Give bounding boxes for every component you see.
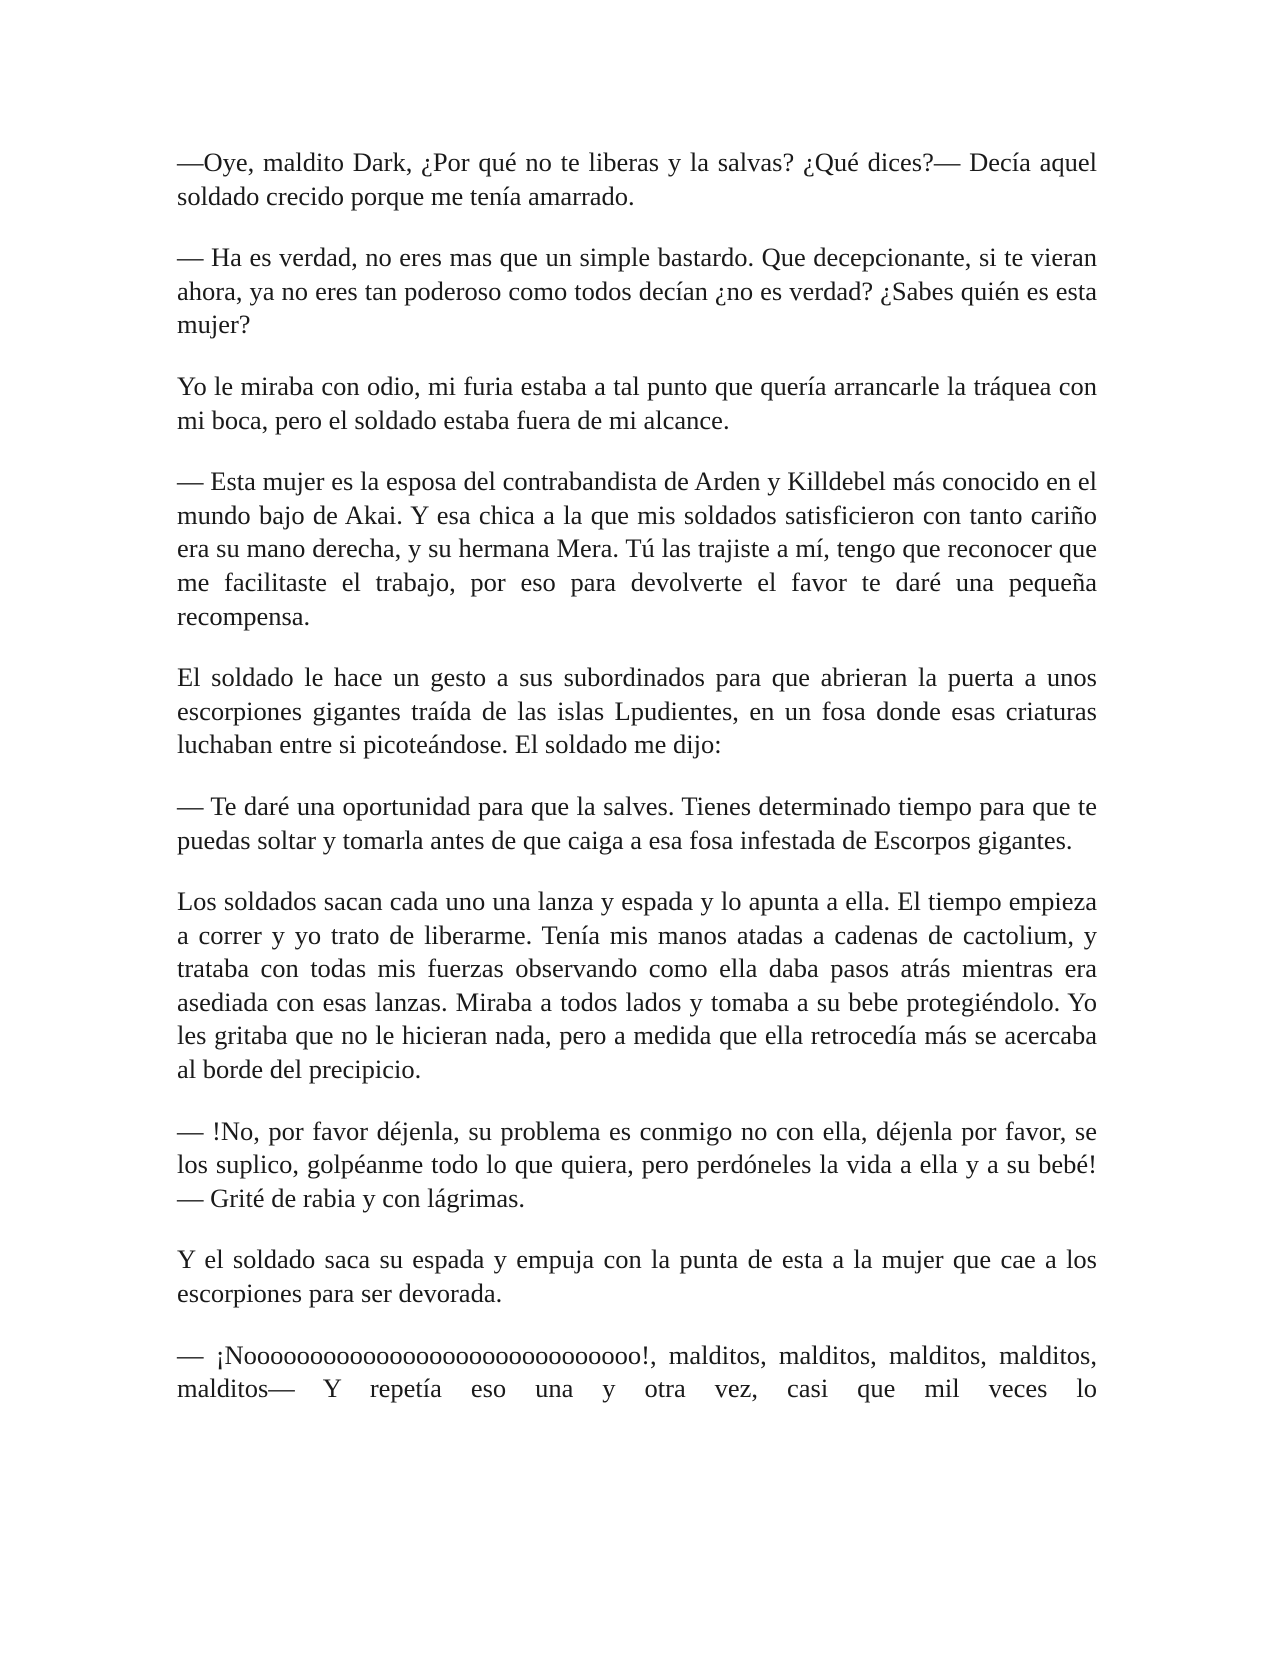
paragraph-2: — Ha es verdad, no eres mas que un simple bastardo. Que decepcionante, si te vieran ahora, ya no eres tan poderoso como todos decían ¿no es verdad? ¿Sabes quién es esta mujer? bbox=[177, 242, 1097, 340]
paragraph-5: El soldado le hace un gesto a sus subordinados para que abrieran la puerta a unos escorpiones gigantes traída de las islas Lpudientes, en un fosa donde esas criaturas luchaban entre si picoteándose. El soldado me dijo: bbox=[177, 662, 1097, 760]
paragraph-1: —Oye, maldito Dark, ¿Por qué no te liberas y la salvas? ¿Qué dices?— Decía aquel soldado crecido porque me tenía amarrado. bbox=[177, 147, 1097, 211]
paragraph-9: Y el soldado saca su espada y empuja con la punta de esta a la mujer que cae a los escorpiones para ser devorada. bbox=[177, 1244, 1097, 1309]
paragraph-10: — ¡Noooooooooooooooooooooooooooooo!, malditos, malditos, malditos, malditos, malditos— Y repetía eso una y otra vez, casi que mil veces lo bbox=[177, 1339, 1097, 1404]
paragraph-8: — !No, por favor déjenla, su problema es conmigo no con ella, déjenla por favor, se los suplico, golpéanme todo lo que quiera, pero perdóneles la vida a ella y a su bebé!— Grité de rabia y con lágrimas. bbox=[177, 1115, 1097, 1213]
paragraph-4: — Esta mujer es la esposa del contrabandista de Arden y Killdebel más conocido en el mundo bajo de Akai. Y esa chica a la que mis soldados satisficieron con tanto cariño era su mano derecha, y su hermana Mera. Tú las trajiste a mí, tengo que reconocer que me facilitaste el trabajo, por eso para devolverte el favor te daré una pequeña recompensa. bbox=[177, 466, 1097, 631]
paragraph-6: — Te daré una oportunidad para que la salves. Tienes determinado tiempo para que te puedas soltar y tomarla antes de que caiga a esa fosa infestada de Escorpos gigantes. bbox=[177, 790, 1097, 855]
paragraph-3: Yo le miraba con odio, mi furia estaba a tal punto que quería arrancarle la tráquea con mi boca, pero el soldado estaba fuera de mi alcance. bbox=[177, 370, 1097, 435]
document-page bbox=[177, 146, 1097, 1406]
paragraph-7: Los soldados sacan cada uno una lanza y espada y lo apunta a ella. El tiempo empieza a correr y yo trato de liberarme. Tenía mis manos atadas a cadenas de cactolium, y trataba con todas mis fuerzas observando como ella daba pasos atrás mientras era asediada con esas lanzas. Miraba a todos lados y tomaba a su bebe protegiéndolo. Yo les gritaba que no le hicieran nada, pero a medida que ella retrocedía más se acercaba al borde del precipicio. bbox=[177, 886, 1097, 1085]
